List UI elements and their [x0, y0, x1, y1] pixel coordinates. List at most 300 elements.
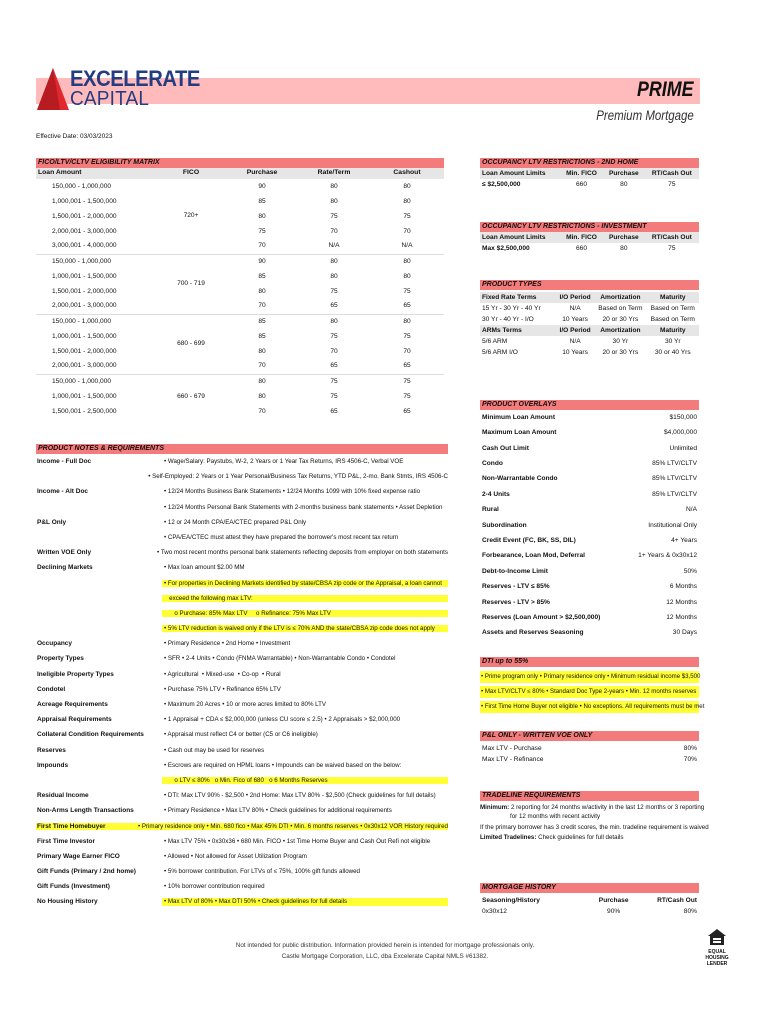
note-value: o Purchase: 85% Max LTV o Refinance: 75% Max LTV [162, 610, 448, 617]
amort-cell: Based on Term [598, 304, 643, 312]
purchase-cell: 85 [258, 197, 266, 205]
table-row [480, 518, 699, 533]
rate-term-cell: 70 [330, 347, 338, 355]
rt-cashout-cell: 80% [683, 907, 697, 915]
dti-section [480, 657, 705, 716]
tradeline-title: TRADELINE REQUIREMENTS [480, 791, 699, 801]
col-min-fico: Min. FICO [560, 168, 603, 179]
note-label: Gift Funds (Investment) [37, 883, 110, 891]
dti-line: • Prime program only • Primary residence only • Minimum residual income $3,500 [480, 671, 699, 683]
col-maturity: Maturity [647, 325, 699, 336]
tradeline-min-text2: for 12 months with recent activity [510, 813, 601, 821]
overlay-label: Rural [482, 506, 499, 514]
tradeline-limited [480, 834, 699, 841]
tradeline-limited-label: Limited Tradelines: [480, 833, 537, 841]
table-row [480, 549, 699, 564]
eligibility-header-row [36, 168, 444, 179]
purchase-cell: 70 [258, 302, 266, 310]
note-label: Ineligible Property Types [37, 670, 114, 678]
loan-amount-cell: 2,000,001 - 3,000,000 [52, 227, 117, 235]
tradeline-section [480, 791, 709, 841]
rt-cashout-cell: 75 [668, 244, 676, 252]
table-row [36, 269, 444, 284]
note-row [36, 823, 448, 838]
note-value: • Escrows are required on HPML loans • Impounds can be waived based on the below: [164, 761, 402, 769]
overlay-value: Institutional Only [648, 521, 697, 529]
cashout-cell: 80 [403, 197, 411, 205]
footer-disclaimer: Not intended for public distribution. Information provided herein is intended for mortgage professionals only. [235, 942, 535, 949]
table-row [480, 441, 699, 456]
note-value: • 5% LTV reduction is waived only if the LTV is ≤ 70% AND the state/CBSA zip code does not apply [162, 625, 448, 632]
note-label: Income - Alt Doc [37, 488, 89, 496]
table-row [480, 533, 699, 548]
rate-term-cell: 75 [298, 374, 370, 389]
rate-term-cell: N/A [328, 242, 340, 250]
note-value: • Primary Residence • Max LTV 80% • Check guidelines for additional requirements [164, 807, 392, 815]
note-value: • SFR • 2-4 Units • Condo (FNMA Warrantable) • Non-Warrantable Condo • Condotel [164, 655, 396, 663]
table-row [36, 254, 444, 269]
occupancy-investment [480, 222, 699, 254]
note-label: Primary Wage Earner FICO [37, 852, 120, 860]
eligibility-table [36, 168, 444, 419]
effective-date: Effective Date: 03/03/2023 [36, 133, 113, 140]
cashout-cell: 65 [403, 302, 411, 310]
table-row [480, 425, 699, 440]
note-label: First Time Homebuyer [36, 823, 136, 831]
rate-term-cell: 65 [330, 407, 338, 415]
table-row [36, 374, 444, 389]
pl-value: 70% [683, 755, 697, 763]
loan-amount-cell: 2,000,001 - 3,000,000 [52, 302, 117, 310]
note-row [36, 504, 448, 519]
col-purchase: Purchase [603, 168, 645, 179]
dti-line: • First Time Home Buyer not eligible • No exceptions. All requirements must be met [480, 701, 699, 713]
overlay-label: Assets and Reserves Seasoning [482, 629, 584, 637]
note-value: • DTI: Max LTV 90% - $2,500 • 2nd Home: Max LTV 80% - $2,500 (Check guidelines for full details) [164, 792, 436, 800]
occupancy-2nd-title: OCCUPANCY LTV RESTRICTIONS - 2ND HOME [480, 158, 699, 168]
col-cashout: Cashout [370, 168, 444, 179]
table-row [36, 299, 444, 314]
col-io-period: I/O Period [556, 325, 594, 336]
note-value: • Primary Residence • 2nd Home • Investment [164, 640, 291, 648]
note-label: Non-Arms Length Transactions [37, 807, 134, 815]
purchase-cell: 80 [258, 347, 266, 355]
note-row [36, 671, 448, 686]
rate-term-cell: 80 [298, 314, 370, 329]
note-value: • Cash out may be used for reserves [164, 746, 265, 754]
col-rt-cashout: RT/Cash Out [645, 168, 699, 179]
table-row [36, 209, 444, 224]
cashout-cell: N/A [401, 242, 413, 250]
tradeline-min-label: Minimum: [480, 804, 510, 811]
note-row [36, 640, 448, 655]
purchase-cell: 85 [258, 272, 266, 280]
note-row [36, 488, 448, 503]
loan-amount-cell: 1,000,001 - 1,500,000 [52, 197, 117, 205]
io-cell: N/A [569, 337, 581, 345]
rate-term-cell: 80 [298, 254, 370, 269]
term-cell: 30 Yr - 40 Yr - I/O [482, 315, 534, 323]
logo-name-line2: CAPITAL [70, 88, 150, 110]
loan-amount-cell: 1,500,001 - 2,000,000 [52, 347, 117, 355]
overlay-value: 12 Months [666, 598, 697, 606]
table-row [480, 906, 699, 917]
mortgage-header [480, 895, 699, 906]
note-value: • Maximum 20 Acres • 10 or more acres limited to 80% LTV [164, 701, 327, 708]
note-value: • Max LTV of 80% • Max DTI 50% • Check guidelines for full details [162, 898, 448, 905]
col-fico: FICO [156, 168, 226, 179]
table-row [36, 284, 444, 299]
note-label: No Housing History [37, 898, 98, 906]
note-label: Residual Income [37, 792, 89, 800]
note-label: Occupancy [37, 640, 73, 648]
rate-term-cell: 65 [330, 362, 338, 370]
amort-cell: 30 Yr [612, 337, 629, 345]
occupancy-inv-header [480, 232, 699, 243]
note-value: • 5% borrower contribution. For LTVs of ≤ 75%, 100% gift funds allowed [164, 868, 360, 876]
pl-label: Max LTV - Refinance [482, 755, 544, 763]
table-row [480, 625, 699, 640]
purchase-cell: 70 [258, 242, 266, 250]
mortgage-history-section [480, 883, 699, 917]
purchase-cell: 85 [258, 332, 266, 340]
note-label: Property Types [37, 655, 84, 663]
term-cell: 15 Yr - 30 Yr - 40 Yr [482, 304, 541, 312]
note-row [36, 853, 448, 868]
logo-mark-icon [36, 66, 70, 112]
loan-amount-cell: 150,000 - 1,000,000 [36, 314, 156, 329]
table-row [36, 314, 444, 329]
col-purchase: Purchase [598, 896, 629, 904]
note-row [36, 549, 448, 564]
col-rt-cashout: RT/Cash Out [657, 896, 697, 904]
overlay-label: Minimum Loan Amount [482, 413, 556, 421]
col-loan-limits: Loan Amount Limits [480, 168, 560, 179]
cashout-cell: 75 [370, 374, 444, 389]
table-row [480, 314, 699, 325]
overlay-value: $150,000 [669, 413, 697, 421]
rate-term-cell: 75 [330, 332, 338, 340]
maturity-cell: Based on Term [650, 315, 695, 323]
product-types-title: PRODUCT TYPES [480, 280, 699, 290]
note-label: Condotel [37, 685, 66, 693]
loan-amount-cell: 1,500,001 - 2,500,000 [52, 407, 117, 415]
logo-name-line1: EXCELERATE [70, 66, 200, 91]
col-amortization: Amortization [594, 292, 646, 303]
overlay-value: $4,000,000 [663, 429, 697, 437]
page-subtitle: Premium Mortgage [596, 108, 694, 123]
note-row [36, 595, 448, 610]
table-row [480, 456, 699, 471]
note-value: • For properties in Declining Markets identified by state/CBSA zip code or the Appraisal, a loan cannot [162, 580, 448, 587]
overlay-label: Credit Event (FC, BK, SS, DIL) [482, 536, 576, 544]
table-row [480, 303, 699, 314]
note-value: o LTV ≤ 80% o Min. Fico of 680 o 6 Months Reserves [162, 777, 448, 784]
fico-cell: 680 - 699 [156, 314, 226, 374]
product-overlays [480, 400, 699, 641]
cashout-cell: 80 [403, 182, 411, 190]
purchase-cell: 70 [258, 362, 266, 370]
table-row [36, 194, 444, 209]
purchase-cell: 70 [258, 407, 266, 415]
amort-cell: 20 or 30 Yrs [602, 348, 639, 356]
note-label: Declining Markets [37, 564, 93, 572]
loan-amount-cell: 1,500,001 - 2,000,000 [52, 287, 117, 295]
purchase-cell: 90 [258, 182, 266, 190]
footer-nmls: Castle Mortgage Corporation, LLC, dba Excelerate Capital NMLS #61382. [281, 953, 489, 961]
amort-cell: 20 or 30 Yrs [602, 315, 639, 323]
overlay-label: Condo [482, 459, 503, 467]
company-logo [36, 64, 200, 116]
loan-amount-cell: 1,000,001 - 1,500,000 [52, 332, 117, 340]
overlay-value: 12 Months [666, 613, 697, 621]
purchase-cell: 80 [620, 244, 628, 252]
note-row [36, 610, 448, 625]
overlay-value: 1+ Years & 0x30x12 [638, 552, 697, 560]
table-row [480, 347, 699, 358]
occupancy-2nd-home [480, 158, 699, 190]
cashout-cell: 80 [370, 254, 444, 269]
note-row [36, 519, 448, 534]
table-row [480, 610, 699, 625]
overlay-value: 4+ Years [671, 536, 697, 544]
note-row [36, 883, 448, 898]
overlay-label: Cash Out Limit [482, 444, 529, 452]
note-value: • Max loan amount $2.00 MM [164, 564, 245, 572]
loan-amount-cell: 1,000,001 - 1,500,000 [52, 392, 117, 400]
fico-cell: 700 - 719 [156, 254, 226, 314]
term-cell: 5/6 ARM I/O [482, 348, 518, 356]
loan-amount-cell: 150,000 - 1,000,000 [52, 182, 112, 190]
note-label: P&L Only [37, 518, 67, 526]
col-rate-term: Rate/Term [298, 168, 370, 179]
pl-label: Max LTV - Purchase [482, 744, 542, 752]
note-value: • 12/24 Months Personal Bank Statements with 2-months business bank statements • Asset Depletion [164, 503, 443, 511]
product-types [480, 280, 699, 358]
note-label: Gift Funds (Primary / 2nd home) [37, 868, 136, 876]
occupancy-2nd-header [480, 168, 699, 179]
note-row [36, 868, 448, 883]
note-row [36, 686, 448, 701]
col-maturity: Maturity [647, 292, 699, 303]
table-row [480, 487, 699, 502]
col-io-period: I/O Period [556, 292, 594, 303]
eligibility-title: FICO/LTV/CLTV ELIGIBILITY MATRIX [36, 158, 444, 168]
house-icon [707, 928, 727, 946]
note-row [36, 747, 448, 762]
overlay-label: Reserves - LTV ≤ 85% [482, 583, 550, 591]
notes-body [36, 458, 448, 914]
table-row [480, 595, 699, 610]
arm-header [480, 325, 699, 336]
rate-term-cell: 80 [330, 197, 338, 205]
table-row [36, 404, 444, 419]
table-row [480, 336, 699, 347]
cashout-cell: 80 [370, 314, 444, 329]
table-row [480, 243, 699, 254]
col-arm-terms: ARMs Terms [480, 325, 556, 336]
purchase-cell: 80 [226, 374, 298, 389]
table-row [480, 743, 699, 754]
note-value: • Agricultural • Mixed-use • Co-op • Rural [164, 670, 281, 678]
note-value: exceed the following max LTV: [162, 595, 448, 602]
purchase-cell: 80 [258, 287, 266, 295]
tradeline-waiver: If the primary borrower has 3 credit scores, the min. tradeline requirement is waived [480, 823, 709, 831]
note-row [36, 762, 448, 777]
eligibility-body [36, 179, 444, 419]
note-value: • Appraisal must reflect C4 or better (C5 or C6 ineligible) [164, 731, 318, 739]
table-row [36, 359, 444, 374]
overlay-label: Reserves (Loan Amount > $2,500,000) [482, 613, 601, 621]
note-row [36, 534, 448, 549]
loan-limit-cell: Max $2,500,000 [482, 244, 530, 252]
cashout-cell: 65 [403, 407, 411, 415]
table-row [480, 410, 699, 425]
note-row [36, 838, 448, 853]
note-value: • Max LTV 75% • 0x30x36 • 680 Min. FICO • 1st Time Home Buyer and Cash Out Refi not eligible [164, 837, 431, 845]
cashout-cell: 75 [403, 287, 411, 295]
seasoning-cell: 0x30x12 [482, 907, 507, 915]
table-row [480, 472, 699, 487]
note-value: • Allowed • Not allowed for Asset Utilization Program [164, 852, 307, 860]
rate-term-cell: 80 [330, 182, 338, 190]
notes-title: PRODUCT NOTES & REQUIREMENTS [36, 444, 448, 454]
note-label: Acreage Requirements [37, 701, 108, 708]
overlay-label: Forbearance, Loan Mod, Deferral [482, 552, 585, 560]
cashout-cell: 75 [403, 332, 411, 340]
col-loan-limits: Loan Amount Limits [480, 232, 560, 243]
loan-amount-cell: 3,000,001 - 4,000,000 [52, 242, 117, 250]
fico-cell: 720+ [183, 212, 199, 220]
overlay-value: N/A [686, 506, 697, 514]
table-row [36, 344, 444, 359]
overlays-title: PRODUCT OVERLAYS [480, 400, 699, 410]
col-seasoning: Seasoning/History [482, 896, 540, 904]
overlay-label: Subordination [482, 521, 527, 529]
footer [0, 942, 770, 965]
fico-cell: 660 - 679 [156, 374, 226, 419]
table-row [36, 329, 444, 344]
note-value: • 1 Appraisal + CDA ≤ $2,000,000 (unless CU score ≤ 2.5) • 2 Appraisals > $2,000,000 [164, 716, 401, 724]
min-fico-cell: 660 [575, 244, 587, 252]
loan-amount-cell: 1,000,001 - 1,500,000 [52, 272, 117, 280]
col-rt-cashout: RT/Cash Out [645, 232, 699, 243]
note-row [36, 777, 448, 792]
note-row [36, 655, 448, 670]
rate-term-cell: 75 [330, 287, 338, 295]
col-purchase: Purchase [603, 232, 645, 243]
note-value: • CPA/EA/CTEC must attest they have prepared the borrower's most recent tax return [164, 533, 399, 541]
occupancy-inv-title: OCCUPANCY LTV RESTRICTIONS - INVESTMENT [480, 222, 699, 232]
note-value: • 12 or 24 Month CPA/EA/CTEC prepared P&L Only [164, 518, 307, 526]
tradeline-min-text: 2 reporting for 24 months w/activity in the last 12 months or 3 reporting [510, 804, 705, 811]
note-value: • Self-Employed: 2 Years or 1 Year Personal/Business Tax Returns, YTD P&L, 2-mo. Bank Stmts, IRS 4506-C [148, 473, 448, 481]
io-cell: 10 Years [562, 348, 588, 356]
overlay-label: Reserves - LTV > 85% [482, 598, 550, 606]
note-row [36, 564, 448, 579]
col-amortization: Amortization [594, 325, 646, 336]
overlay-label: Non-Warrantable Condo [482, 475, 558, 483]
equal-housing-logo [704, 928, 730, 967]
overlay-label: 2-4 Units [482, 490, 510, 498]
overlay-value: 85% LTV/CLTV [652, 475, 697, 483]
loan-limit-cell: ≤ $2,500,000 [482, 180, 521, 188]
io-cell: 10 Years [562, 315, 588, 323]
fixed-header [480, 292, 699, 303]
note-row [36, 458, 448, 473]
note-row [36, 625, 448, 640]
note-value: • Primary residence only • Min. 680 fico • Max 45% DTI • Min. 6 months reserves • 0x30x12 VOR History required [137, 822, 448, 830]
purchase-cell: 80 [620, 180, 628, 188]
note-value: • Two most recent months personal bank statements reflecting deposits from employer on both statements [157, 549, 448, 557]
rate-term-cell: 70 [330, 227, 338, 235]
table-row [36, 389, 444, 404]
cashout-cell: 75 [403, 212, 411, 220]
col-purchase: Purchase [226, 168, 298, 179]
overlay-value: 85% LTV/CLTV [652, 459, 697, 467]
page-title: PRIME [637, 78, 694, 101]
dti-title: DTI up to 55% [480, 657, 699, 667]
equal-housing-text: EQUAL HOUSING LENDER [705, 948, 729, 967]
col-loan-amount: Loan Amount [36, 168, 156, 179]
table-row [480, 579, 699, 594]
pl-value: 80% [683, 744, 697, 752]
loan-amount-cell: 150,000 - 1,000,000 [36, 254, 156, 269]
maturity-cell: 30 or 40 Yrs [654, 348, 691, 356]
note-row [36, 731, 448, 746]
overlay-value: 85% LTV/CLTV [652, 490, 697, 498]
loan-amount-cell: 2,000,001 - 3,000,000 [52, 362, 117, 370]
note-label: First Time Investor [37, 837, 96, 845]
rate-term-cell: 75 [330, 392, 338, 400]
overlay-value: 50% [683, 567, 697, 575]
mortgage-title: MORTGAGE HISTORY [480, 883, 699, 893]
note-value: • Wage/Salary: Paystubs, W-2, 2 Years or 1 Year Tax Returns, IRS 4506-C, Verbal VOE [164, 458, 404, 465]
loan-amount-cell: 1,500,001 - 2,000,000 [52, 212, 117, 220]
col-fixed-terms: Fixed Rate Terms [480, 292, 556, 303]
tradeline-limited-text: Check guidelines for full details [538, 833, 624, 841]
note-row [36, 473, 448, 488]
purchase-cell: 80 [258, 392, 266, 400]
maturity-cell: 30 Yr [664, 337, 681, 345]
eligibility-matrix [36, 158, 444, 419]
note-label: Impounds [37, 761, 69, 769]
table-row [36, 224, 444, 239]
purchase-cell: 80 [258, 212, 266, 220]
table-row [36, 179, 444, 194]
rate-term-cell: 80 [330, 272, 338, 280]
table-row [36, 239, 444, 254]
cashout-cell: 70 [403, 347, 411, 355]
cashout-cell: 70 [403, 227, 411, 235]
rate-term-cell: 65 [330, 302, 338, 310]
pl-only-title: P&L ONLY - WRITTEN VOE ONLY [480, 731, 699, 741]
note-row [36, 792, 448, 807]
overlay-value: 30 Days [672, 629, 697, 637]
note-row [36, 807, 448, 822]
cashout-cell: 75 [403, 392, 411, 400]
overlay-value: Unlimited [669, 444, 697, 452]
product-notes [36, 444, 448, 914]
purchase-cell: 90% [607, 907, 621, 915]
min-fico-cell: 660 [575, 180, 587, 188]
overlay-label: Maximum Loan Amount [482, 429, 557, 437]
overlay-value: 6 Months [669, 583, 697, 591]
purchase-cell: 75 [258, 227, 266, 235]
note-label: Appraisal Requirements [37, 716, 112, 724]
note-value: • 10% borrower contribution required [164, 883, 265, 891]
note-row [36, 580, 448, 595]
